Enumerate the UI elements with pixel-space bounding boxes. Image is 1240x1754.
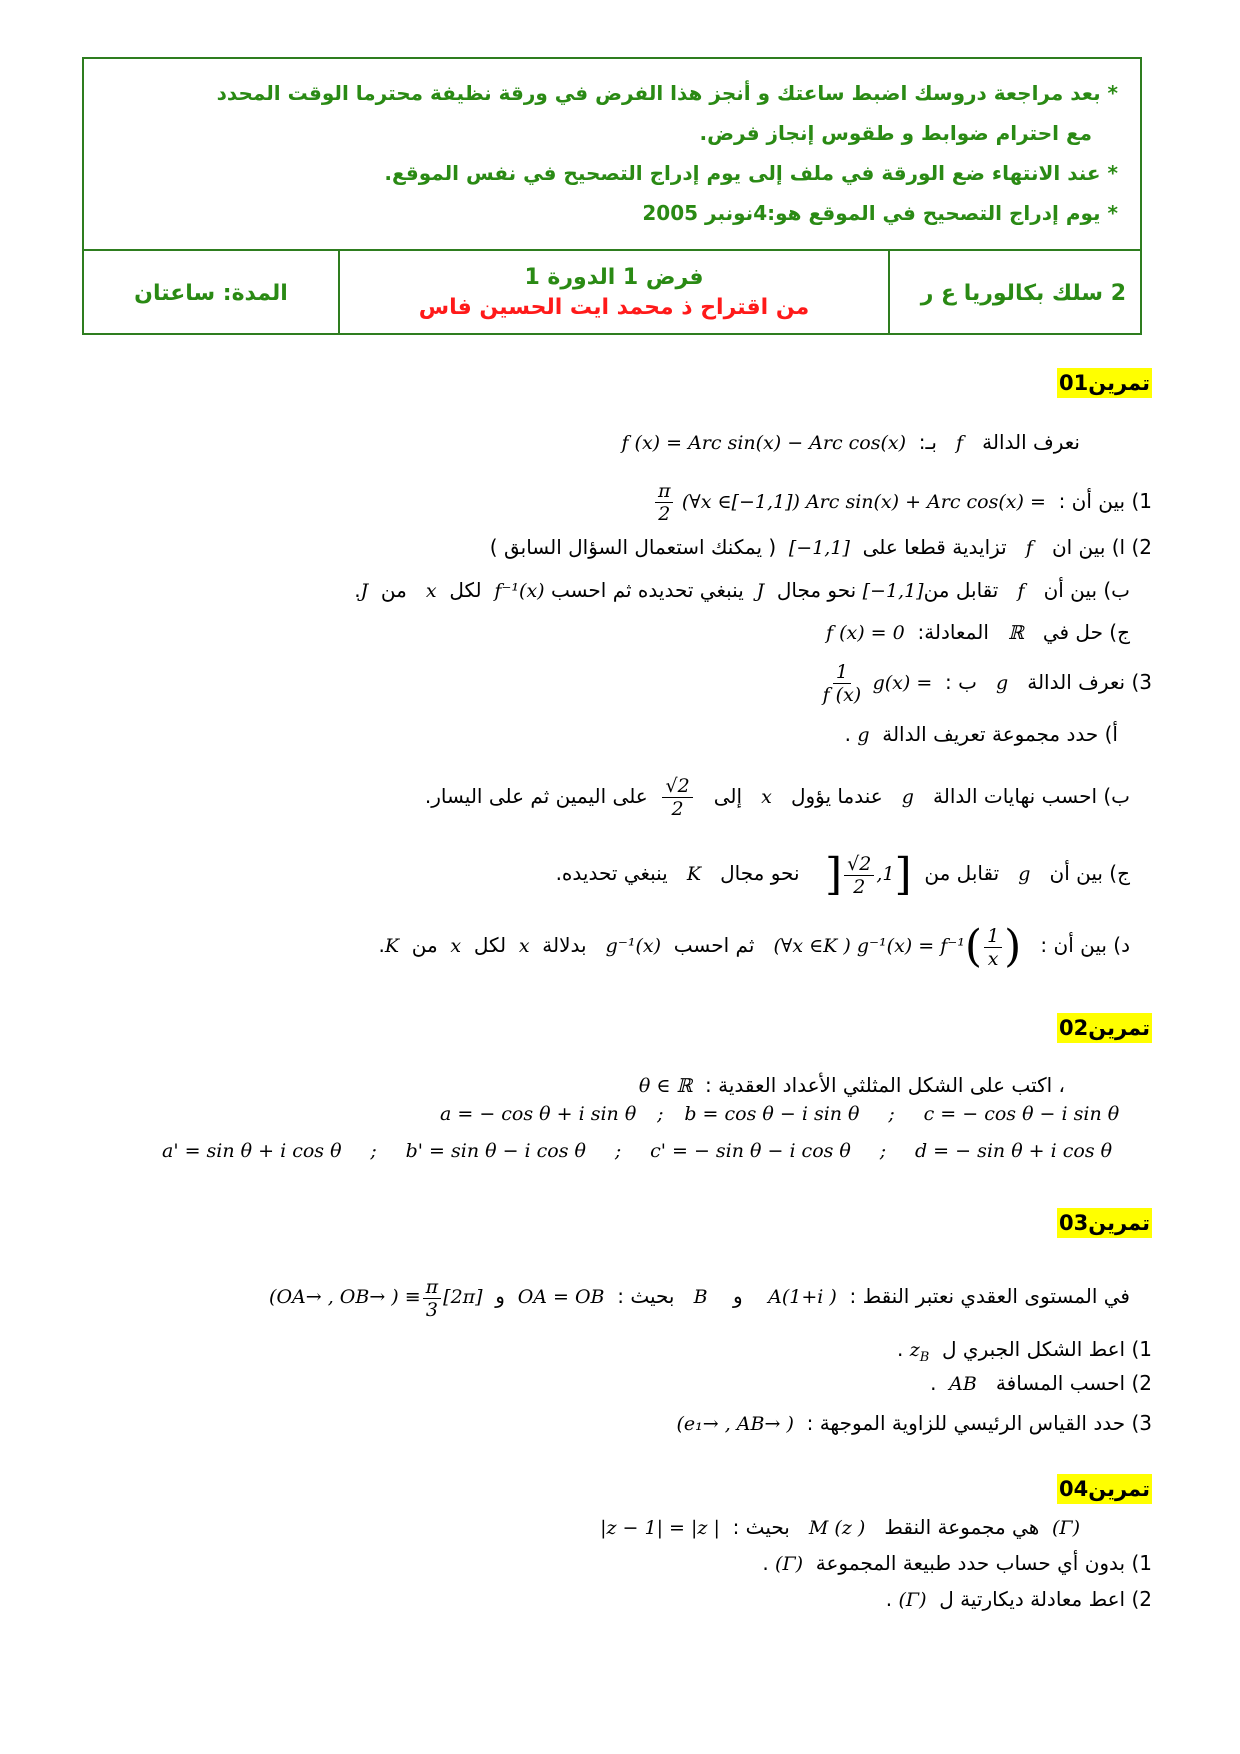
header-box [82, 57, 1142, 335]
text: تزايدية قطعا على [862, 535, 1007, 559]
math-equation: |z − 1| = |z | [600, 1517, 720, 1539]
math: (∀x ∈K ) g⁻¹(x) = f⁻¹ [773, 935, 965, 957]
ex1-q3b [425, 766, 1130, 827]
text: و [732, 1284, 743, 1308]
numerator: √2 [662, 775, 692, 798]
instruction-line: * يوم إدراج التصحيح في الموقع هو:4نونبر 2005 [642, 201, 1118, 225]
text: ب : [944, 670, 977, 694]
math: J [756, 580, 765, 602]
math: J [360, 580, 369, 602]
text: على اليمين ثم على اليسار. [424, 784, 648, 808]
ex2-intro [639, 1070, 1065, 1101]
text: لكل [449, 578, 482, 602]
math-equation [773, 911, 1021, 981]
instructions [84, 59, 1140, 251]
text: هي مجموعة النقط [884, 1515, 1040, 1539]
math: x [425, 580, 437, 602]
math: θ ∈ ℝ [638, 1075, 693, 1097]
math: c' = − sin θ − i cos θ [650, 1140, 851, 1162]
math-interval [825, 839, 912, 909]
paren-glyph: ( [964, 921, 983, 972]
math: (Γ) [1051, 1517, 1080, 1539]
text: بـ: [918, 430, 937, 454]
fraction [423, 1276, 442, 1321]
math [910, 1335, 930, 1373]
fraction [662, 775, 692, 820]
numerator: 1 [833, 661, 851, 684]
text: المعادلة: [917, 620, 989, 644]
exercise-title: تمرين02 [1057, 1013, 1152, 1043]
math: a' = sin θ + i cos θ [162, 1140, 342, 1162]
math: OA = OB [517, 1286, 605, 1308]
math: [2π] [443, 1286, 483, 1308]
math: g⁻¹(x) [605, 935, 662, 957]
text: بحيث : [617, 1284, 675, 1308]
numerator: π [655, 480, 674, 503]
ex1-q1 [653, 475, 1152, 528]
text: 2) ا) بين ان [1051, 535, 1152, 559]
text: تقابل من [924, 861, 1000, 885]
numerator: √2 [844, 853, 874, 876]
text: بدلالة [542, 933, 587, 957]
text: 2) احسب المسافة [995, 1371, 1152, 1395]
fraction [820, 661, 865, 706]
math: x [761, 786, 772, 808]
instruction-line: * بعد مراجعة دروسك اضبط ساعتك و أنجز هذا الفرض في ورقة نظيفة محترما الوقت المحدد [216, 81, 1118, 105]
text: ، اكتب على الشكل المثلثي الأعداد العقدية : [705, 1073, 1065, 1097]
math: f⁻¹(x) [494, 580, 545, 602]
math: x [518, 935, 530, 957]
exercise-title: تمرين04 [1057, 1474, 1152, 1504]
fraction [984, 925, 1002, 970]
math: f [956, 432, 964, 454]
exercise-title: تمرين01 [1057, 368, 1152, 398]
text: د) بين أن : [1040, 933, 1130, 957]
ex3-q1 [897, 1334, 1152, 1373]
numerator: π [423, 1276, 442, 1299]
subscript: B [919, 1349, 930, 1365]
denominator: 2 [658, 503, 671, 525]
math: (OA→ , OB→ ) ≡ [269, 1286, 421, 1308]
math: g [901, 786, 914, 808]
math: B [693, 1286, 708, 1308]
ex3-q3 [677, 1408, 1153, 1439]
text: ب) احسب نهايات الدالة [933, 784, 1130, 808]
text: ج) بين أن [1049, 861, 1130, 885]
math: (Γ) [898, 1589, 927, 1611]
text: 2) اعط معادلة ديكارتية ل [939, 1587, 1152, 1611]
fraction [655, 480, 674, 525]
exam-title [338, 251, 888, 335]
math: AB [949, 1373, 977, 1395]
math: f [1025, 537, 1033, 559]
math: f [1017, 580, 1025, 602]
text: في المستوى العقدي نعتبر النقط : [849, 1284, 1130, 1308]
text: نحو مجال [776, 578, 857, 602]
ex2-row1 [440, 1103, 1140, 1125]
ex4-q2 [886, 1584, 1152, 1615]
ex1-q2b [354, 575, 1130, 606]
separator: ; [888, 1103, 895, 1125]
ex1-q2a [490, 532, 1152, 563]
math: g [995, 672, 1009, 694]
math: K [686, 863, 702, 885]
text: . [378, 933, 385, 957]
text: من [411, 933, 438, 957]
ex1-q2c [826, 617, 1130, 648]
math-equation: f (x) = Arc sin(x) − Arc cos(x) [621, 432, 907, 454]
text: بحيث : [732, 1515, 790, 1539]
math-equation: f (x) = 0 [826, 622, 905, 644]
text: ج) حل في [1042, 620, 1130, 644]
math: g [857, 724, 870, 746]
separator: ; [657, 1103, 664, 1125]
exercise-title: تمرين03 [1057, 1208, 1152, 1238]
text: لكل [473, 933, 507, 957]
bracket-glyph: ] [894, 849, 912, 900]
text: نحو مجال [720, 861, 800, 885]
ex4-intro [600, 1512, 1080, 1543]
ex4-q1 [762, 1548, 1152, 1579]
math: c = − cos θ − i sin θ [923, 1103, 1120, 1125]
denominator: 2 [671, 798, 684, 820]
text: 3) نعرف الدالة [1027, 670, 1152, 694]
text: من [380, 578, 407, 602]
fraction [844, 853, 874, 898]
denominator: x [987, 947, 999, 970]
text: عندما يؤول [790, 784, 883, 808]
separator: ; [879, 1140, 887, 1162]
math: d = − sin θ + i cos θ [914, 1140, 1113, 1162]
math-equation: (∀x ∈[−1,1]) Arc sin(x) + Arc cos(x) = [681, 491, 1046, 513]
math: A(1+i ) [768, 1286, 837, 1308]
exam-author: من اقتراح ذ محمد ايت الحسين فاس [418, 295, 810, 320]
math: ,1 [876, 863, 895, 885]
instruction-line: مع احترام ضوابط و طقوس إنجاز فرض. [699, 121, 1092, 145]
instruction-line: * عند الانتهاء ضع الورقة في ملف إلى يوم إدراج التصحيح في نفس الموقع. [384, 161, 1118, 185]
text: 1) بين أن : [1058, 489, 1152, 513]
info-row [84, 251, 1140, 335]
text: ينبغي تحديده. [555, 861, 668, 885]
separator: ; [614, 1140, 622, 1162]
math-interval: [−1,1] [788, 537, 850, 559]
exam-title-line1: فرض 1 الدورة 1 [524, 265, 704, 290]
math: b' = sin θ − i cos θ [405, 1140, 586, 1162]
math: a = − cos θ + i sin θ [440, 1103, 637, 1125]
text: نعرف الدالة [982, 430, 1080, 454]
text: تقابل من [923, 578, 999, 602]
text: 1) اعط الشكل الجبري ل [942, 1337, 1152, 1361]
math: ℝ [1007, 622, 1024, 644]
text: . [897, 1337, 904, 1361]
ex1-q3d [378, 910, 1130, 981]
paren-glyph: ) [1004, 921, 1022, 972]
duration-label: المدة: ساعتان [134, 280, 288, 306]
hint: ( يمكنك استعمال السؤال السابق ) [489, 535, 777, 559]
text: . [930, 1371, 937, 1395]
text: . [762, 1551, 769, 1575]
separator: ; [370, 1140, 377, 1162]
text: ينبغي تحديده ثم احسب [550, 578, 744, 602]
text: 3) حدد القياس الرئيسي للزاوية الموجهة : [806, 1411, 1152, 1435]
math-equation [269, 1269, 483, 1325]
denominator: 3 [425, 1298, 438, 1321]
math: M (z ) [808, 1517, 866, 1539]
text: 1) بدون أي حساب حدد طبيعة المجموعة [815, 1551, 1152, 1575]
denominator: f (x) [822, 684, 862, 706]
math: (e₁→ , AB→ ) [676, 1413, 794, 1435]
ex1-intro [621, 427, 1080, 458]
math: g(x) = [872, 672, 933, 694]
math: x [450, 935, 462, 957]
math-interval: [−1,1] [862, 580, 924, 602]
text: و [495, 1284, 505, 1308]
text: . [354, 578, 361, 602]
level-label: 2 سلك بكالوريا ع ر [888, 251, 1140, 335]
text: أ) حدد مجموعة تعريف الدالة [882, 722, 1118, 746]
ex3-q2 [930, 1368, 1152, 1399]
ex1-q3c [556, 838, 1130, 909]
ex3-intro [269, 1268, 1130, 1325]
text: ثم احسب [673, 933, 755, 957]
math: (Γ) [775, 1553, 804, 1575]
text: . [844, 722, 851, 746]
math: g [1018, 863, 1031, 885]
math: K [384, 935, 400, 957]
denominator: 2 [853, 875, 866, 898]
math: z [909, 1339, 920, 1361]
numerator: 1 [984, 925, 1002, 948]
math: b = cos θ − i sin θ [684, 1103, 860, 1125]
text: . [885, 1587, 893, 1611]
text: إلى [713, 784, 743, 808]
ex2-row2 [162, 1140, 1152, 1162]
text: ب) بين أن [1043, 578, 1130, 602]
ex1-q3a [845, 719, 1118, 750]
bracket-glyph: ] [824, 849, 843, 900]
ex1-q3 [818, 656, 1152, 709]
